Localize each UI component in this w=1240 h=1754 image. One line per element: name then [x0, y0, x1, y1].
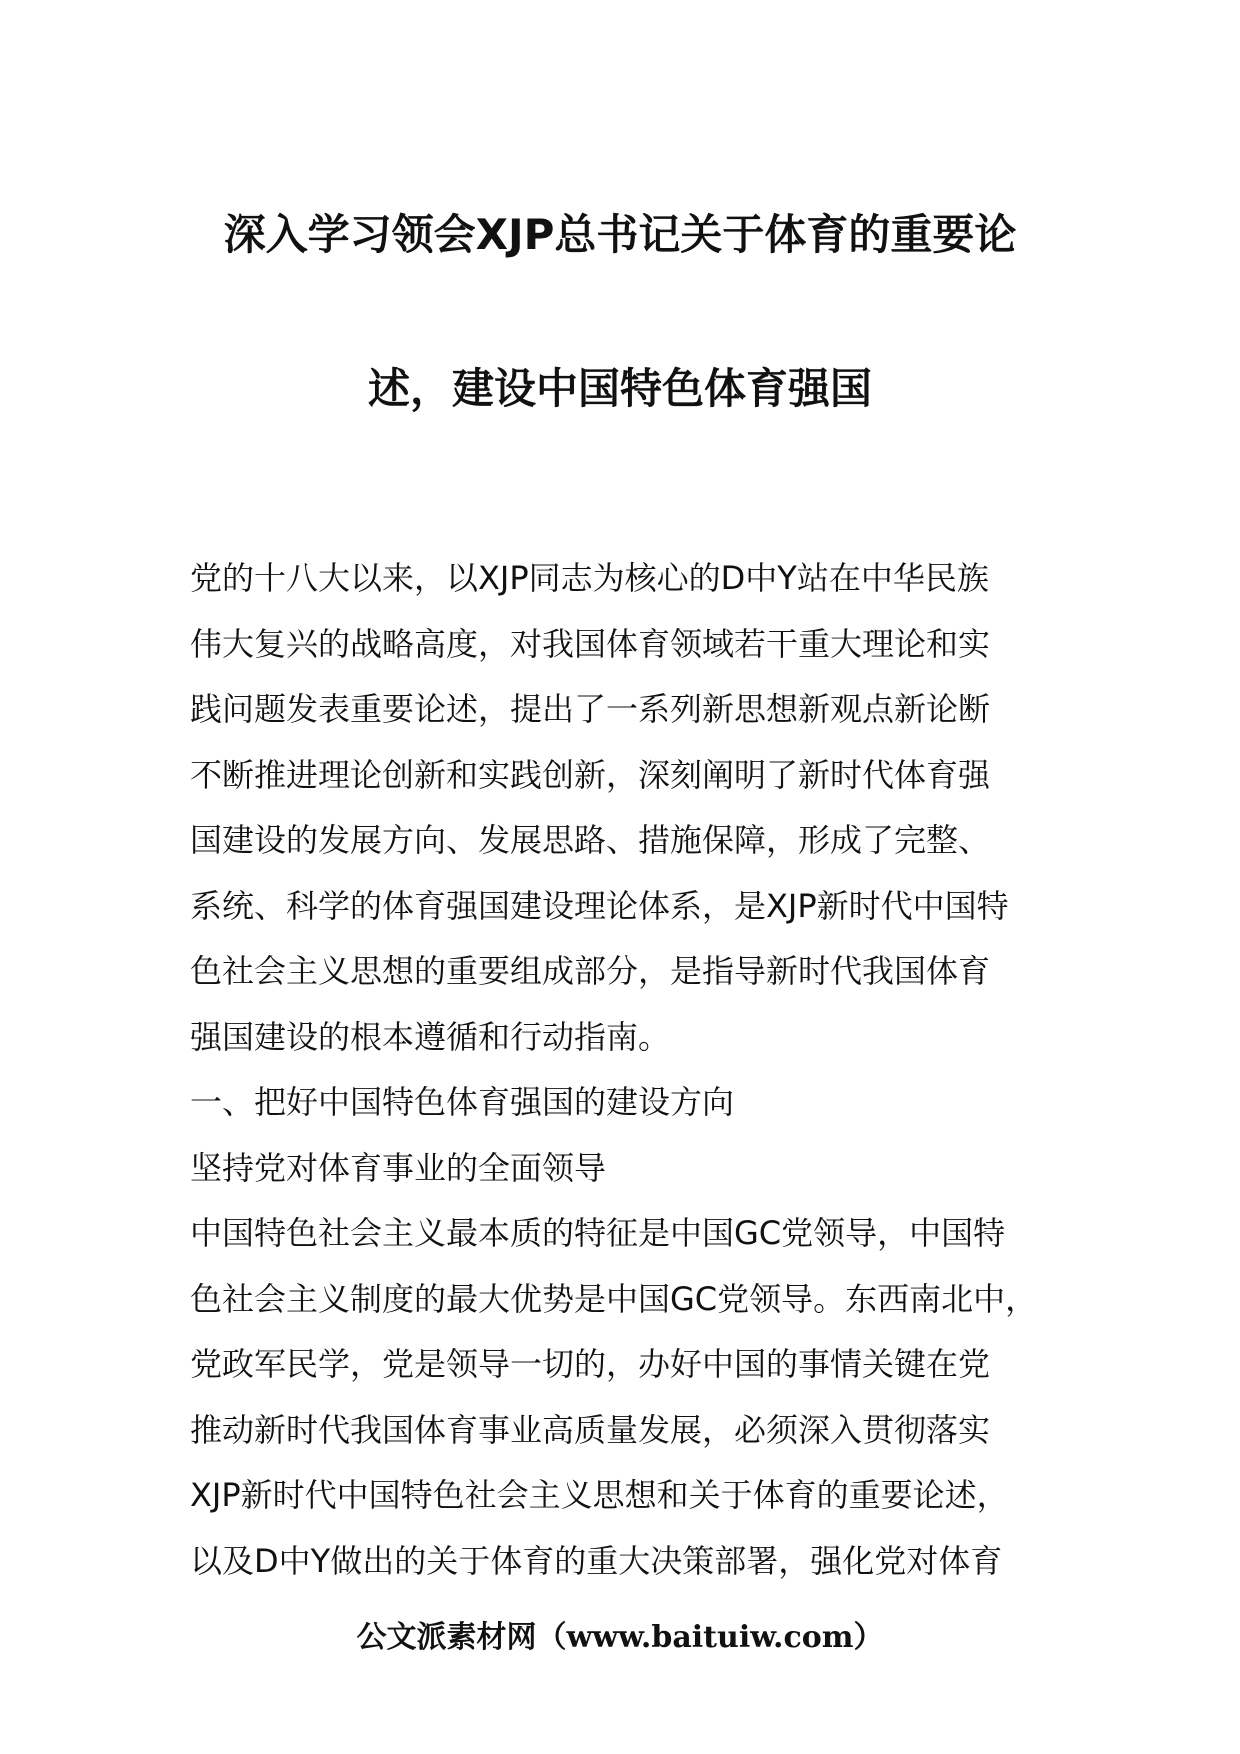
- body-line: 色社会主义制度的最大优势是中国GC党领导。东西南北中，: [190, 1279, 1038, 1318]
- page-footer: 公文派素材网（www.baituiw.com）: [356, 1620, 884, 1655]
- body-line: 不断推进理论创新和实践创新，深刻阐明了新时代体育强: [190, 755, 991, 794]
- body-line: 推动新时代我国体育事业高质量发展，必须深入贯彻落实: [190, 1410, 991, 1449]
- body-line: 色社会主义思想的重要组成部分，是指导新时代我国体育: [190, 952, 991, 990]
- document-title-line-2: 述，建设中国特色体育强国: [367, 364, 872, 413]
- body-line: 伟大复兴的战略高度，对我国体育领域若干重大理论和实: [190, 624, 991, 663]
- body-line: 以及D中Y做出的关于体育的重大决策部署，强化党对体育: [190, 1541, 1003, 1580]
- section-heading: 一、把好中国特色体育强国的建设方向: [190, 1083, 735, 1121]
- body-line: 国建设的发展方向、发展思路、措施保障，形成了完整、: [190, 821, 991, 859]
- body-line: 强国建设的根本遵循和行动指南。: [190, 1017, 671, 1056]
- body-line: 党的十八大以来，以XJP同志为核心的D中Y站在中华民族: [190, 559, 989, 597]
- body-line: 中国特色社会主义最本质的特征是中国GC党领导，中国特: [190, 1214, 1006, 1252]
- body-line: XJP新时代中国特色社会主义思想和关于体育的重要论述，: [190, 1476, 1009, 1514]
- subsection-heading: 坚持党对体育事业的全面领导: [190, 1148, 607, 1187]
- body-line: 践问题发表重要论述，提出了一系列新思想新观点新论断: [190, 690, 991, 728]
- document-title-line-1: 深入学习领会XJP总书记关于体育的重要论: [223, 210, 1017, 259]
- body-line: 系统、科学的体育强国建设理论体系，是XJP新时代中国特: [190, 886, 1009, 925]
- document-body: [190, 546, 1090, 1594]
- body-line: 党政军民学，党是领导一切的，办好中国的事情关键在党: [190, 1345, 991, 1383]
